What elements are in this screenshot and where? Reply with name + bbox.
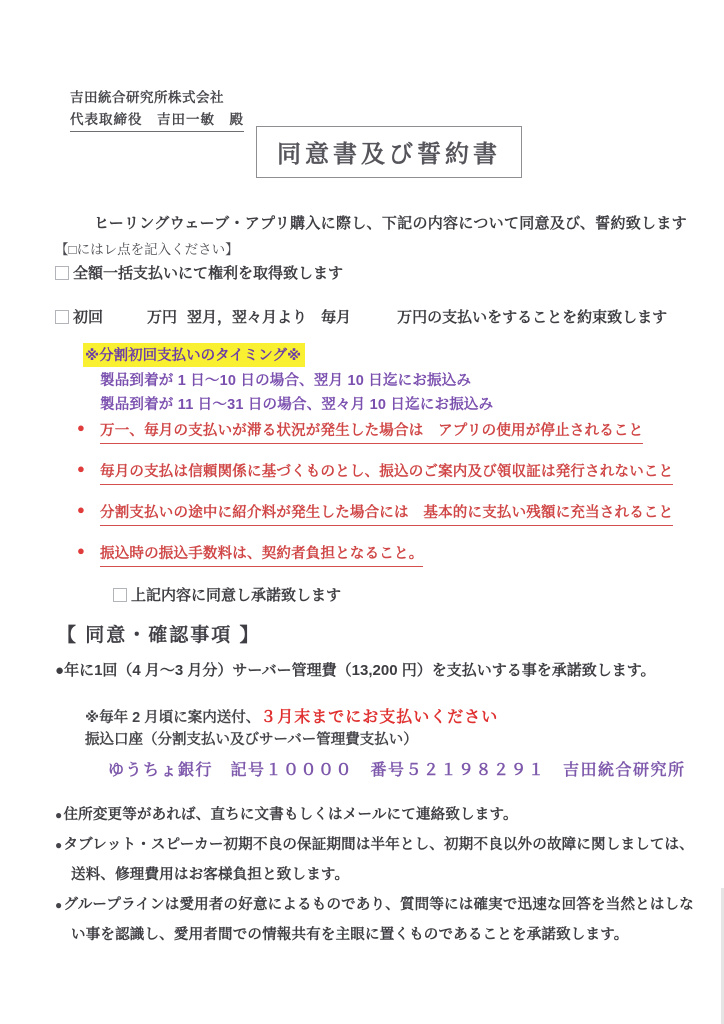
red-bullet-icon: ● — [77, 543, 86, 558]
installment-unit1: 万円 — [147, 309, 178, 326]
company-name: 吉田統合研究所株式会社 — [70, 90, 224, 105]
payment-notice — [85, 704, 498, 727]
note-text: 住所変更等があれば、直ちに文書もしくはメールにて連絡致します。 — [63, 807, 518, 823]
checkbox-instruction: 【□にはレ点を記入ください】 — [55, 242, 239, 257]
term-text: 分割支払いの途中に紹介料が発生した場合には 基本的に支払い残額に充当されること — [100, 501, 673, 526]
account-label: 振込口座（分割支払い及びサーバー管理費支払い） — [85, 732, 418, 748]
installment-tail: 万円の支払いをすることを約束致します — [397, 309, 668, 326]
note-text: タブレット・スピーカー初期不良の保証期間は半年とし、初期不良以外の故障に関しましては、送料、修理費用はお客様負担と致します。 — [63, 837, 694, 883]
notes-list — [55, 800, 707, 950]
note-text: グループラインは愛用者の好意によるものであり、質問等には確実で迅速な回答を当然とはしない事を認識し、愛用者間での情報共有を主眼に置くものであることを承諾致します。 — [63, 897, 694, 943]
term-item — [77, 501, 674, 526]
timing-line-1: 製品到着が 1 日～10 日の場合、翌月 10 日迄にお振込み — [100, 373, 472, 389]
lump-sum-checkbox[interactable] — [55, 266, 69, 280]
term-text: 毎月の支払は信頼関係に基づくものとし、振込のご案内及び領収証は発行されないこと — [100, 460, 673, 485]
lump-sum-row — [55, 262, 343, 283]
note-item — [55, 890, 707, 950]
dark-bullet-icon: ● — [55, 662, 65, 679]
lump-sum-label: 全額一括支払いにて権利を取得致します — [73, 265, 344, 282]
installment-row — [55, 306, 667, 327]
red-bullet-icon: ● — [77, 502, 86, 517]
timing-line-2: 製品到着が 11 日～31 日の場合、翌々月 10 日迄にお振込み — [100, 397, 494, 413]
timing-heading: ※分割初回支払いのタイミング※ — [83, 343, 305, 367]
red-bullet-icon: ● — [77, 461, 86, 476]
intro-text: ヒーリングウェーブ・アプリ購入に際し、下記の内容について同意及び、誓約致します — [94, 215, 687, 232]
addressee-line: 代表取締役 吉田一敏 殿 — [70, 108, 244, 132]
notice-prefix: ※毎年 2 月頃に案内送付、 — [85, 710, 261, 726]
server-fee-text: 年に1回（4 月～3 月分）サーバー管理費（13,200 円）を支払いする事を承諾致します。 — [64, 662, 656, 679]
document-title: 同意書及び誓約書 — [277, 141, 501, 168]
note-item — [55, 830, 707, 890]
note-item — [55, 800, 707, 830]
term-item — [77, 542, 424, 567]
agree-checkbox[interactable] — [113, 588, 127, 602]
agree-row — [113, 584, 341, 605]
server-fee-item — [55, 656, 713, 685]
term-item — [77, 460, 674, 485]
dark-bullet-icon: ● — [55, 808, 63, 822]
bank-account-line: ゆうちょ銀行 記号１００００ 番号５２１９８２９１ 吉田統合研究所 — [108, 762, 686, 779]
installment-first-label: 初回 — [73, 309, 104, 326]
red-bullet-icon: ● — [77, 420, 86, 435]
installment-monthly-label: 毎月 — [321, 309, 352, 326]
title-box — [256, 126, 522, 178]
section-heading: 【 同意・確認事項 】 — [57, 625, 261, 646]
dark-bullet-icon: ● — [55, 838, 63, 852]
agree-label: 上記内容に同意し承諾致します — [131, 587, 342, 604]
term-text: 万一、毎月の支払いが滞る状況が発生した場合は アプリの使用が停止されること — [100, 419, 643, 444]
term-text: 振込時の振込手数料は、契約者負担となること。 — [100, 542, 423, 567]
notice-deadline-red: ３月末までにお支払いください — [260, 709, 499, 726]
dark-bullet-icon: ● — [55, 898, 63, 912]
term-item — [77, 419, 644, 444]
installment-checkbox[interactable] — [55, 310, 69, 324]
installment-middle: 翌月，翌々月より — [187, 309, 308, 326]
